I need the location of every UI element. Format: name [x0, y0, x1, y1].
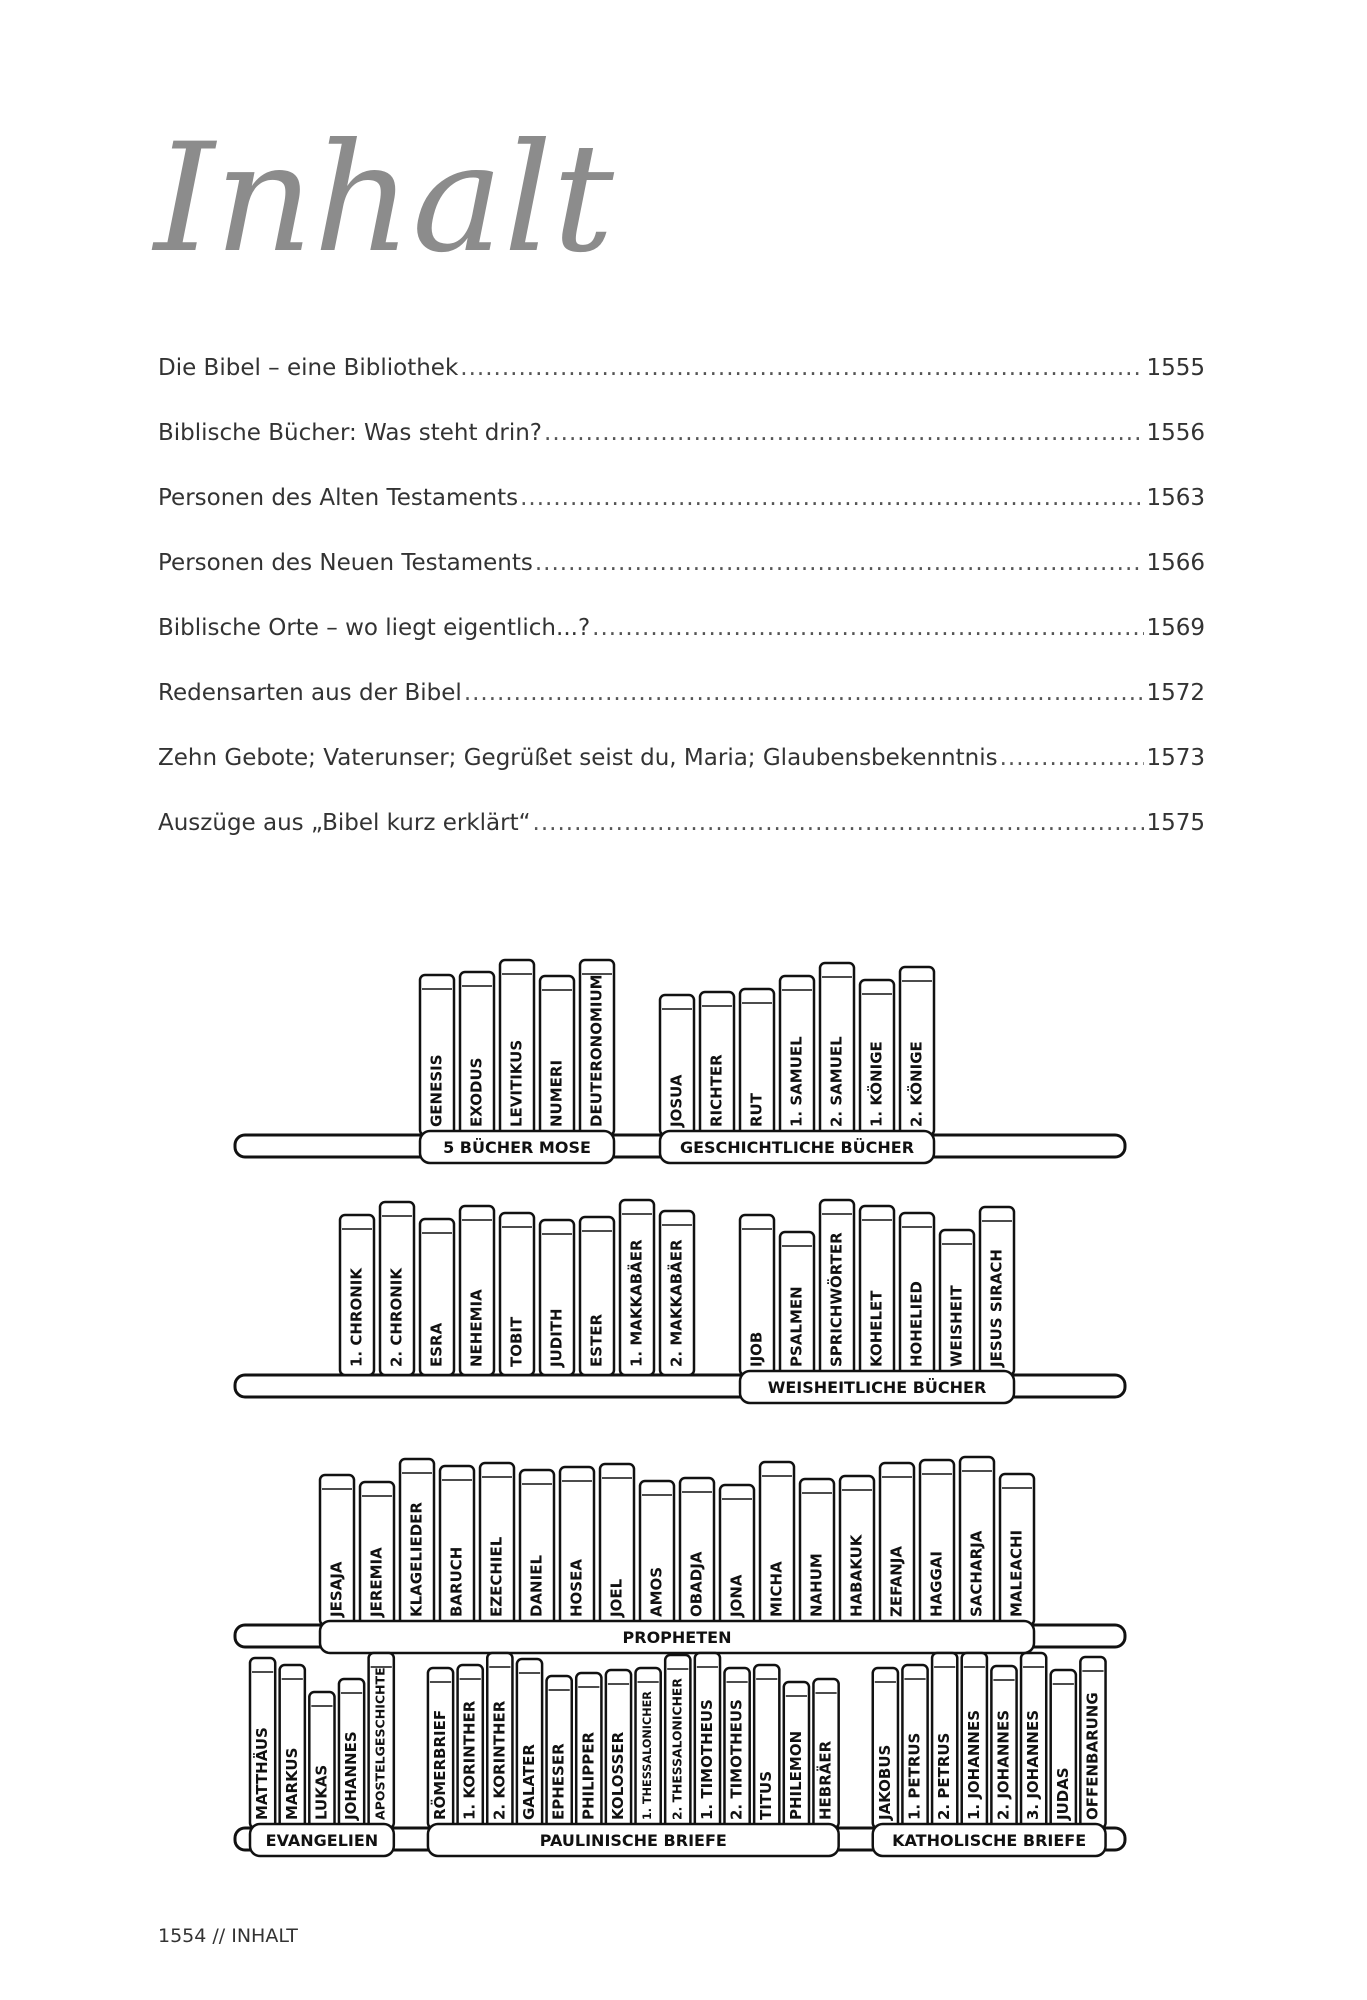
- book: [460, 972, 494, 1135]
- book-title: JESAJA: [327, 1561, 346, 1617]
- book: [800, 1479, 834, 1625]
- toc-entry-title: Personen des Neuen Testaments: [158, 550, 533, 576]
- book: [780, 976, 814, 1135]
- book-title: EPHESER: [549, 1743, 568, 1820]
- book-title: HOSEA: [567, 1559, 586, 1617]
- book-title: ZEFANJA: [887, 1545, 906, 1617]
- toc-entry[interactable]: [158, 680, 1205, 720]
- book-title: BARUCH: [447, 1546, 466, 1617]
- book: [250, 1658, 275, 1828]
- book-title: 2. KORINTHER: [490, 1700, 509, 1820]
- book: [576, 1673, 601, 1828]
- book-title: AMOS: [647, 1566, 666, 1617]
- book: [940, 1230, 974, 1375]
- book-title: JOSUA: [667, 1074, 686, 1127]
- book-title: 2. TIMOTHEUS: [727, 1699, 746, 1820]
- book: [760, 1462, 794, 1625]
- book: [980, 1207, 1014, 1375]
- book: [580, 960, 614, 1135]
- book: [547, 1676, 572, 1828]
- book-title: WEISHEIT: [947, 1285, 966, 1367]
- book-title: DANIEL: [527, 1555, 546, 1617]
- shelf-label: PAULINISCHE BRIEFE: [539, 1831, 727, 1850]
- toc-leader-dots: [464, 680, 1145, 706]
- book-title: JUDAS: [1053, 1767, 1072, 1820]
- book: [740, 1215, 774, 1375]
- shelf-label: 5 BÜCHER MOSE: [443, 1138, 591, 1157]
- shelf-label: EVANGELIEN: [265, 1831, 379, 1850]
- book: [1080, 1657, 1105, 1828]
- book-title: 1. PETRUS: [905, 1732, 924, 1820]
- book: [900, 967, 934, 1135]
- book-title: GENESIS: [427, 1054, 446, 1127]
- toc-entry-title: Auszüge aus „Bibel kurz erklärt“: [158, 810, 531, 836]
- book-title: NEHEMIA: [467, 1289, 486, 1367]
- toc-entry[interactable]: [158, 745, 1205, 785]
- book-title: IJOB: [747, 1331, 766, 1367]
- book: [1000, 1474, 1034, 1625]
- book: [369, 1653, 394, 1828]
- book: [636, 1668, 661, 1828]
- book: [500, 960, 534, 1135]
- toc-entry-page: 1569: [1146, 615, 1205, 641]
- book: [640, 1481, 674, 1625]
- toc-entry-title: Biblische Bücher: Was steht drin?: [158, 420, 543, 446]
- book-title: MATTHÄUS: [253, 1727, 272, 1820]
- book: [428, 1668, 453, 1828]
- toc-entry[interactable]: [158, 420, 1205, 460]
- toc-entry[interactable]: [158, 485, 1205, 525]
- book: [920, 1460, 954, 1625]
- book-title: LEVITIKUS: [507, 1039, 526, 1127]
- book-title: PSALMEN: [787, 1286, 806, 1367]
- toc-entry-page: 1556: [1146, 420, 1205, 446]
- toc-entry-title: Biblische Orte – wo liegt eigentlich...?: [158, 615, 591, 641]
- book: [754, 1665, 779, 1828]
- book-title: NUMERI: [547, 1059, 566, 1127]
- book-title: OBADJA: [687, 1551, 706, 1617]
- toc-leader-dots: [544, 420, 1144, 446]
- book: [517, 1659, 542, 1828]
- book-title: 1. JOHANNES: [964, 1709, 983, 1820]
- page-title-text: Inhalt: [150, 112, 615, 280]
- book-title: MICHA: [767, 1561, 786, 1617]
- book: [440, 1466, 474, 1625]
- book: [991, 1666, 1016, 1828]
- book: [606, 1670, 631, 1828]
- book-title: 1. KÖNIGE: [867, 1041, 886, 1127]
- book-title: 2. THESSALONICHER: [670, 1678, 685, 1820]
- book-title: JEREMIA: [367, 1547, 386, 1617]
- book: [600, 1464, 634, 1625]
- book-title: NAHUM: [807, 1553, 826, 1617]
- book-title: 1. THESSALONICHER: [641, 1691, 655, 1820]
- book: [540, 976, 574, 1135]
- book: [880, 1463, 914, 1625]
- book-title: 2. SAMUEL: [827, 1036, 846, 1127]
- toc-entry-page: 1555: [1146, 355, 1205, 381]
- book-title: OFFENBARUNG: [1083, 1692, 1102, 1820]
- book-title: 2. PETRUS: [935, 1732, 954, 1820]
- page-title: [150, 80, 630, 280]
- book: [460, 1206, 494, 1375]
- book-title: EZECHIEL: [487, 1536, 506, 1617]
- book-title: KLAGELIEDER: [407, 1502, 426, 1617]
- book: [540, 1220, 574, 1375]
- book-title: APOSTELGESCHICHTE: [372, 1667, 388, 1820]
- book: [280, 1665, 305, 1828]
- book-title: KOLOSSER: [608, 1731, 627, 1820]
- book: [1021, 1653, 1046, 1828]
- book: [932, 1653, 957, 1828]
- book: [962, 1653, 987, 1828]
- book: [420, 975, 454, 1135]
- book: [487, 1653, 512, 1828]
- book-title: RUT: [747, 1093, 766, 1127]
- book: [700, 992, 734, 1135]
- toc-leader-dots: [520, 485, 1144, 511]
- book-title: SPRICHWÖRTER: [827, 1232, 846, 1367]
- book: [902, 1665, 927, 1828]
- page-footer: 1554 // INHALT: [158, 1925, 298, 1947]
- book: [560, 1467, 594, 1625]
- book: [860, 1206, 894, 1375]
- toc-entry-page: 1566: [1146, 550, 1205, 576]
- book-title: GALATER: [520, 1744, 538, 1820]
- toc-leader-dots: [533, 810, 1145, 836]
- book: [665, 1655, 690, 1828]
- book-title: SACHARJA: [967, 1530, 986, 1617]
- toc-entry-title: Die Bibel – eine Bibliothek: [158, 355, 459, 381]
- book-title: 2. CHRONIK: [387, 1268, 406, 1367]
- book-title: MALEACHI: [1007, 1529, 1026, 1617]
- book-title: TOBIT: [507, 1316, 526, 1367]
- shelf-label: GESCHICHTLICHE BÜCHER: [679, 1138, 915, 1157]
- book: [840, 1476, 874, 1625]
- book-title: 2. MAKKABÄER: [667, 1239, 686, 1367]
- book-title: HABAKUK: [847, 1534, 866, 1617]
- book-title: JAKOBUS: [875, 1744, 894, 1820]
- toc-entry[interactable]: [158, 615, 1205, 655]
- book: [813, 1679, 838, 1828]
- book: [339, 1679, 364, 1828]
- book: [820, 1200, 854, 1375]
- book-title: MARKUS: [282, 1747, 301, 1820]
- book-title: KOHELET: [867, 1290, 886, 1367]
- toc-entry-title: Zehn Gebote; Vaterunser; Gegrüßet seist du, Maria; Glaubensbekenntnis: [158, 745, 998, 771]
- book-title: PHILEMON: [786, 1730, 805, 1820]
- book-title: RÖMERBRIEF: [431, 1709, 450, 1820]
- book-title: EXODUS: [467, 1057, 486, 1127]
- book: [380, 1202, 414, 1375]
- book-title: ESRA: [427, 1322, 446, 1367]
- book-title: LUKAS: [312, 1764, 331, 1820]
- toc-entry-page: 1575: [1146, 810, 1205, 836]
- book-title: 1. KORINTHER: [460, 1700, 479, 1820]
- book-title: TITUS: [757, 1770, 776, 1820]
- book-title: 1. TIMOTHEUS: [697, 1699, 716, 1820]
- book: [580, 1217, 614, 1375]
- shelf-label: PROPHETEN: [622, 1628, 732, 1647]
- book: [320, 1475, 354, 1625]
- book: [340, 1215, 374, 1375]
- shelf-label: KATHOLISCHE BRIEFE: [892, 1831, 1087, 1850]
- book: [400, 1459, 434, 1625]
- book: [860, 980, 894, 1135]
- book: [873, 1668, 898, 1828]
- book: [360, 1482, 394, 1625]
- book-title: JOHANNES: [342, 1731, 361, 1820]
- book: [458, 1665, 483, 1828]
- book: [660, 995, 694, 1135]
- book-title: ESTER: [587, 1313, 606, 1367]
- shelf: [235, 1457, 1125, 1653]
- shelf: [235, 1653, 1125, 1856]
- book-title: 2. KÖNIGE: [907, 1041, 926, 1127]
- book: [680, 1478, 714, 1625]
- book: [620, 1200, 654, 1375]
- book: [960, 1457, 994, 1625]
- book: [820, 963, 854, 1135]
- toc-entry-page: 1563: [1146, 485, 1205, 511]
- book: [900, 1213, 934, 1375]
- book: [420, 1219, 454, 1375]
- toc-entry[interactable]: [158, 810, 1205, 850]
- bookshelf-illustration: [230, 940, 1130, 1860]
- toc-leader-dots: [592, 615, 1144, 641]
- shelf: [235, 1200, 1125, 1403]
- toc-leader-dots: [1000, 745, 1145, 771]
- book-title: RICHTER: [707, 1054, 726, 1127]
- book: [480, 1463, 514, 1625]
- book-title: HAGGAI: [927, 1551, 946, 1617]
- book: [780, 1232, 814, 1375]
- book: [784, 1682, 809, 1828]
- book-title: 3. JOHANNES: [1024, 1709, 1043, 1820]
- book-title: 1. SAMUEL: [787, 1036, 806, 1127]
- book: [695, 1653, 720, 1828]
- toc-entry-page: 1573: [1146, 745, 1205, 771]
- book-title: 2. JOHANNES: [994, 1709, 1013, 1820]
- toc-entry[interactable]: [158, 550, 1205, 590]
- book-title: HEBRÄER: [816, 1740, 835, 1820]
- book-title: JESUS SIRACH: [987, 1249, 1006, 1367]
- book-title: 1. MAKKABÄER: [627, 1239, 646, 1367]
- toc-leader-dots: [535, 550, 1145, 576]
- book-title: PHILIPPER: [579, 1731, 598, 1820]
- book: [309, 1692, 334, 1828]
- toc-entry[interactable]: [158, 355, 1205, 395]
- book-title: HOHELIED: [907, 1281, 926, 1367]
- toc-leader-dots: [460, 355, 1144, 381]
- book: [1051, 1670, 1076, 1828]
- book-title: JONA: [727, 1574, 746, 1617]
- shelf-label: WEISHEITLICHE BÜCHER: [767, 1378, 987, 1397]
- book-title: 1. CHRONIK: [347, 1268, 366, 1367]
- book-title: DEUTERONOMIUM: [587, 974, 606, 1127]
- book-title: JUDITH: [547, 1308, 566, 1367]
- toc-entry-page: 1572: [1146, 680, 1205, 706]
- toc-entry-title: Redensarten aus der Bibel: [158, 680, 462, 706]
- book: [740, 989, 774, 1135]
- book: [720, 1485, 754, 1625]
- book: [520, 1470, 554, 1625]
- book: [660, 1211, 694, 1375]
- book: [724, 1668, 749, 1828]
- book-title: JOEL: [607, 1578, 626, 1617]
- toc-entry-title: Personen des Alten Testaments: [158, 485, 519, 511]
- book: [500, 1213, 534, 1375]
- shelf: [235, 960, 1125, 1163]
